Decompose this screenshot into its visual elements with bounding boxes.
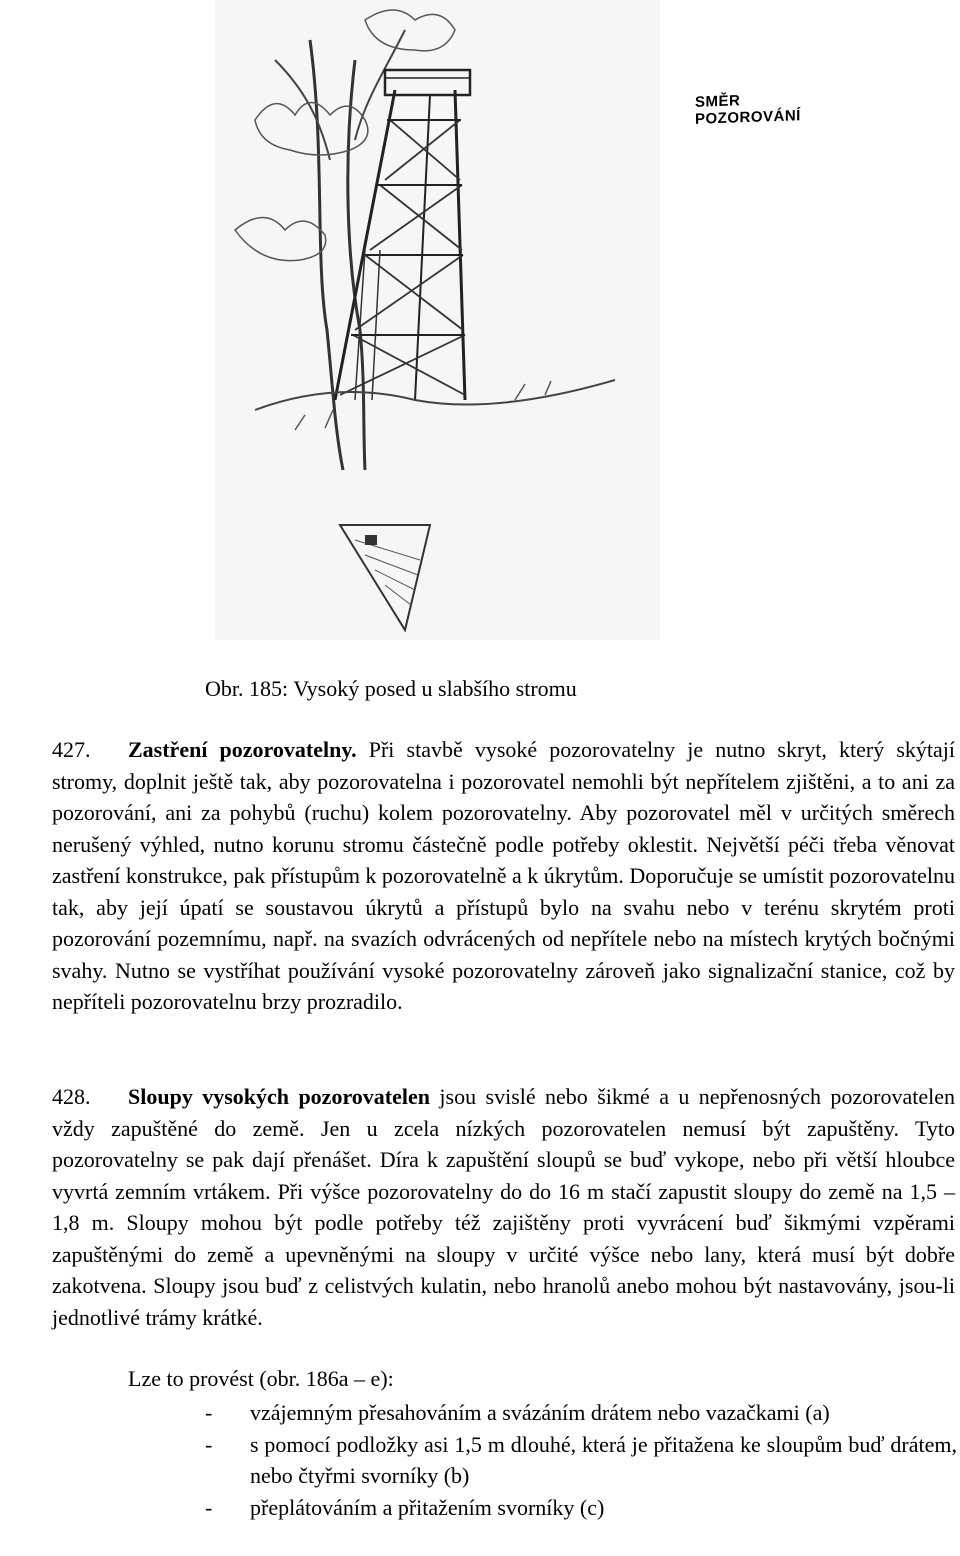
tower-drawing	[215, 0, 660, 640]
list-item-text: přeplátováním a přitažením svorníky (c)	[250, 1494, 605, 1520]
paragraph-text: jsou svislé nebo šikmé a u nepřenosných pozorovatelen vždy zapuštěné do země. Jen u zcela nízkých pozorovatelen nemusí být zapuštěny. Tyto pozorovatelny se pak dají přenášet. Díra k zapuštění sloupů se buď vykope, nebo při větší hloubce vyvrtá zemním vrtákem. Při výšce pozorovatelny do do 16 m stačí zapustit sloupy do země na 1,5 – 1,8 m. Sloupy mohou být podle potřeby též zajištěny proti vyvrácení buď šikmými vzpěrami zapuštěnými do země a upevněnými na sloupy v určité výšce nebo lany, která musí být dobře zakotvena. Sloupy jsou buď z celistvých kulatin, nebo hranolů anebo mohou být nastavovány, jsou-li jednotlivé trámy krátké.	[52, 1084, 955, 1330]
list-dash: -	[205, 1400, 213, 1425]
paragraph-number: 427.	[52, 737, 91, 762]
figure-caption: Obr. 185: Vysoký posed u slabšího stromu	[205, 676, 577, 701]
paragraph-text: Při stavbě vysoké pozorovatelny je nutno skryt, který skýtají stromy, doplnit ještě tak, aby pozorovatelna i pozorovatel nemohli být nepřítelem zjištěni, a to ani za pozorování, ani za pohybů (ruchu) kolem pozorovatelny. Aby pozorovatel měl v určitých směrech nerušený výhled, nutno korunu stromu částečně podle potřeby oklestit. Největší péči třeba věnovat zastření konstrukce, pak přístupům k pozorovatelně a k úkrytům. Doporučuje se umístit pozorovatelnu tak, aby její úpatí se soustavou úkrytů a přístupů bylo na svahu nebo v terénu skrytém proti pozorování pozemnímu, např. na svazích odvrácených od nepřítele nebo na místech krytých bočnými svahy. Nutno se vystříhat používání vysoké pozorovatelny zároveň jako signalizační stanice, což by nepříteli pozorovatelnu brzy prozradilo.	[52, 737, 956, 1014]
figure-label: SMĚR POZOROVÁNÍ	[695, 92, 801, 128]
paragraph-427	[52, 734, 955, 1018]
list-dash: -	[205, 1431, 213, 1457]
list-intro: Lze to provést (obr. 186a – e):	[128, 1366, 394, 1391]
list-item	[205, 1397, 957, 1429]
paragraph-428	[52, 1081, 955, 1333]
paragraph-number: 428.	[52, 1084, 91, 1109]
figure-tower-illustration	[215, 0, 801, 640]
method-list	[205, 1397, 957, 1523]
list-item-text: vzájemným přesahováním a svázáním drátem nebo vazačkami (a)	[250, 1400, 830, 1425]
paragraph-heading: Sloupy vysokých pozorovatelen	[128, 1084, 431, 1109]
paragraph-heading: Zastření pozorovatelny.	[128, 737, 357, 762]
list-dash: -	[205, 1494, 213, 1520]
list-item-text: s pomocí podložky asi 1,5 m dlouhé, která je přitažena ke sloupům buď drátem, nebo čtyřmi svorníky (b)	[250, 1431, 957, 1488]
list-item	[205, 1492, 957, 1524]
list-item	[205, 1429, 957, 1492]
